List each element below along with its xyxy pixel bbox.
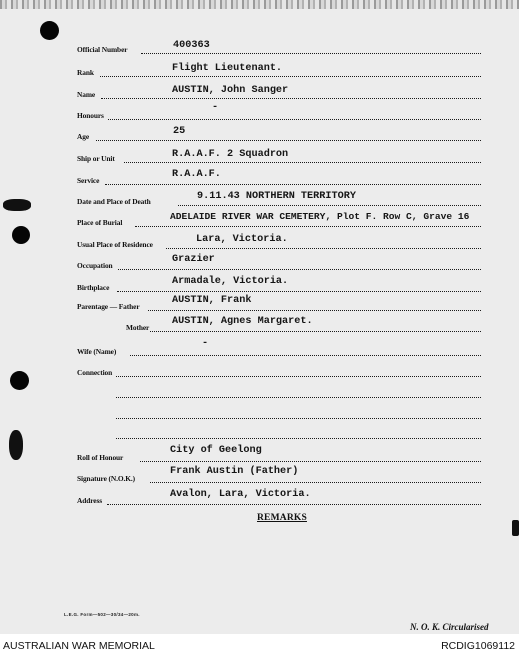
- field-honours: [0, 102, 519, 123]
- dotted-line: [150, 331, 481, 332]
- field-value: Armadale, Victoria.: [172, 276, 289, 287]
- dotted-line: [141, 53, 481, 54]
- field-father: [0, 295, 519, 314]
- archive-reference: RCDIG1069112: [441, 640, 515, 652]
- field-value: 400363: [173, 40, 210, 51]
- field-label: Roll of Honour: [77, 453, 124, 462]
- field-mother: [0, 316, 519, 335]
- blank-line: [116, 418, 481, 419]
- field-address: [0, 489, 519, 508]
- field-value: Flight Lieutenant.: [172, 63, 283, 74]
- field-birthplace: [0, 276, 519, 295]
- field-official-number: [0, 41, 519, 57]
- field-wife: [0, 338, 519, 359]
- field-value: Frank Austin (Father): [170, 466, 299, 477]
- field-value: R.A.A.F. 2 Squadron: [172, 149, 289, 160]
- dotted-line: [116, 376, 481, 377]
- scan-edge-strip: [0, 0, 519, 9]
- field-rank: [0, 64, 519, 80]
- field-label: Official Number: [77, 45, 128, 54]
- field-value: Grazier: [172, 254, 215, 265]
- field-label: Signature (N.O.K.): [77, 474, 136, 483]
- field-place-of-burial: [0, 211, 519, 230]
- dotted-line: [96, 140, 481, 141]
- archive-name: AUSTRALIAN WAR MEMORIAL: [3, 640, 155, 652]
- blank-line: [116, 438, 481, 439]
- dotted-line: [117, 291, 481, 292]
- field-occupation: [0, 254, 519, 273]
- dotted-line: [130, 355, 481, 356]
- dotted-line: [100, 76, 481, 77]
- field-label: Usual Place of Residence: [77, 240, 153, 249]
- dotted-line: [118, 269, 481, 270]
- edge-mark: [512, 520, 519, 536]
- field-label: Age: [77, 132, 90, 141]
- field-value: -: [212, 102, 219, 113]
- nok-stamp: N. O. K. Circularised: [410, 622, 489, 632]
- dotted-line: [148, 310, 481, 311]
- dotted-line: [108, 119, 481, 120]
- field-value: -: [202, 338, 209, 349]
- dotted-line: [124, 162, 481, 163]
- dotted-line: [140, 461, 481, 462]
- field-name: [0, 86, 519, 102]
- form-code: L.E.G. Form—502—30/34—20m.: [64, 612, 140, 617]
- field-service: [0, 169, 519, 188]
- dotted-line: [101, 98, 481, 99]
- remarks-heading: REMARKS: [257, 513, 307, 523]
- field-label: Connection: [77, 368, 113, 377]
- field-label: Occupation: [77, 261, 113, 270]
- field-value: Lara, Victoria.: [196, 234, 288, 245]
- field-value: City of Geelong: [170, 445, 262, 456]
- dotted-line: [150, 482, 481, 483]
- field-label: Date and Place of Death: [77, 197, 151, 206]
- dotted-line: [166, 248, 481, 249]
- field-label: Name: [77, 90, 96, 99]
- dotted-line: [135, 226, 481, 227]
- field-value: AUSTIN, Agnes Margaret.: [172, 316, 313, 327]
- field-date-place-of-death: [0, 193, 519, 209]
- field-label: Wife (Name): [77, 347, 117, 356]
- field-value: 25: [173, 126, 186, 137]
- field-age: [0, 128, 519, 144]
- field-value: Avalon, Lara, Victoria.: [170, 489, 311, 500]
- field-label: Parentage — Father: [77, 302, 140, 311]
- field-signature-nok: [0, 466, 519, 486]
- field-label: Honours: [77, 111, 104, 120]
- field-label: Birthplace: [77, 283, 110, 292]
- field-connection: [0, 364, 519, 380]
- field-value: AUSTIN, Frank: [172, 295, 252, 306]
- field-usual-residence: [0, 236, 519, 252]
- field-label: Place of Burial: [77, 218, 123, 227]
- field-value: 9.11.43 NORTHERN TERRITORY: [197, 191, 356, 202]
- field-label: Service: [77, 176, 100, 185]
- field-label: Mother: [126, 323, 150, 332]
- dotted-line: [178, 205, 481, 206]
- field-value: ADELAIDE RIVER WAR CEMETERY, Plot F. Row C, Grave 16: [170, 211, 470, 222]
- field-value: AUSTIN, John Sanger: [172, 85, 289, 96]
- field-label: Address: [77, 496, 103, 505]
- field-label: Rank: [77, 68, 94, 77]
- punch-hole-top: [40, 21, 59, 40]
- dotted-line: [107, 504, 481, 505]
- field-ship-or-unit: [0, 150, 519, 166]
- blank-line: [116, 397, 481, 398]
- field-value: R.A.A.F.: [172, 169, 221, 180]
- field-label: Ship or Unit: [77, 154, 115, 163]
- archive-footer: [0, 636, 519, 654]
- dotted-line: [105, 184, 481, 185]
- field-roll-of-honour: [0, 445, 519, 465]
